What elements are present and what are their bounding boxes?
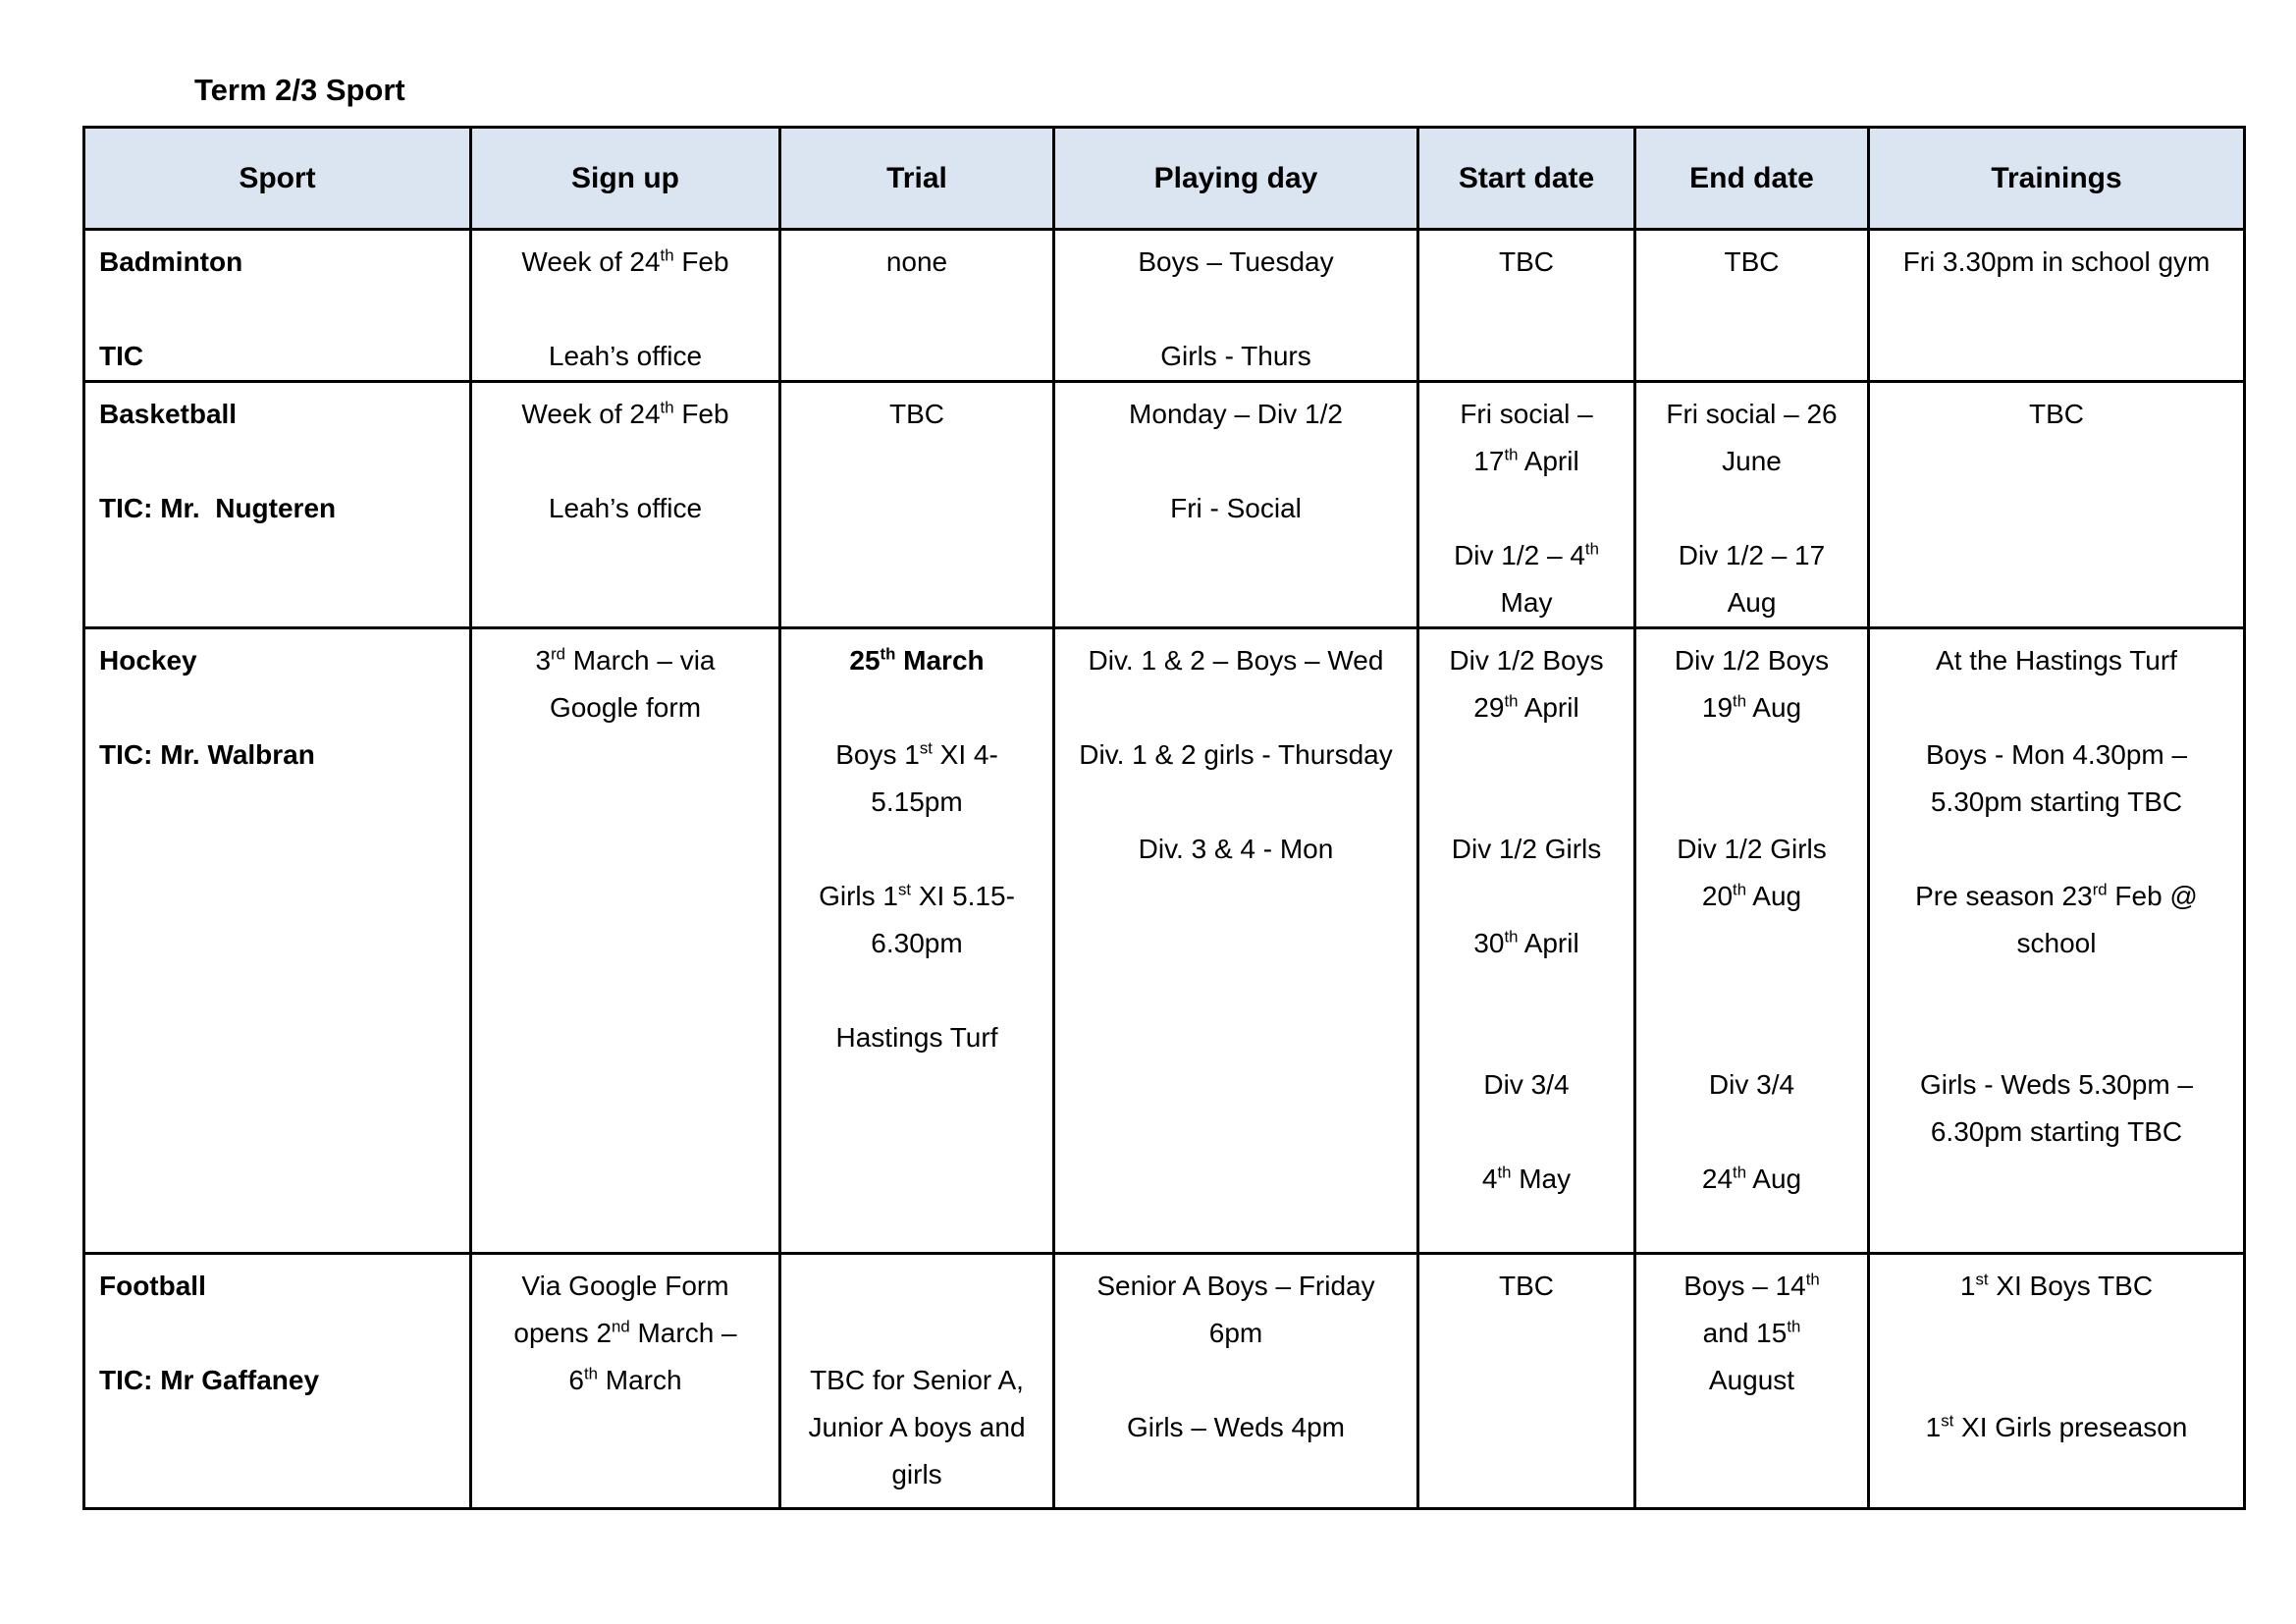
- cell-line: Leah’s office: [548, 493, 703, 523]
- cell-line: [1644, 1014, 1859, 1061]
- header-cell-start-date: Start date: [1418, 128, 1635, 230]
- cell-line: [1644, 1109, 1859, 1156]
- cell-line: Div 1/2 Girls: [1677, 834, 1827, 864]
- header-cell-playing-day: Playing day: [1054, 128, 1418, 230]
- cell-line: 1st XI Girls preseason: [1925, 1411, 2188, 1442]
- cell-line: [1427, 731, 1626, 779]
- table-row-badminton: [84, 230, 2245, 382]
- cell-line: June: [1722, 446, 1782, 476]
- cell-line: Boys - Mon 4.30pm –: [1925, 739, 2188, 770]
- cell-line: At the Hastings Turf: [1936, 645, 2177, 676]
- cell-line: 25th March: [849, 644, 985, 676]
- cell-line: Week of 24th Feb: [521, 245, 729, 277]
- cell-line: TBC: [1499, 1271, 1554, 1301]
- cell-line: Football: [99, 1271, 206, 1301]
- cell-line: TBC for Senior A,: [810, 1365, 1024, 1395]
- football-playing-day-cell: [1054, 1254, 1418, 1509]
- cell-line: [1063, 1357, 1409, 1404]
- badminton-trainings-cell: [1869, 230, 2245, 382]
- cell-line: [480, 438, 771, 485]
- cell-line: Senior A Boys – Friday: [1096, 1271, 1375, 1301]
- badminton-end-date-cell: [1635, 230, 1869, 382]
- cell-line: Hockey: [99, 645, 197, 676]
- cell-line: [1427, 873, 1626, 920]
- cell-line: 6.30pm: [871, 928, 963, 958]
- cell-line: opens 2nd March –: [513, 1317, 737, 1348]
- cell-line: 19th Aug: [1701, 691, 1802, 723]
- header-cell-trainings: Trainings: [1869, 128, 2245, 230]
- badminton-start-date-cell: [1418, 230, 1635, 382]
- cell-line: Girls 1st XI 5.15-: [819, 880, 1015, 911]
- cell-line: Junior A boys and: [808, 1412, 1026, 1442]
- cell-line: Div 3/4: [1483, 1069, 1570, 1100]
- hockey-playing-day-cell: [1054, 628, 1418, 1254]
- cell-line: [789, 826, 1044, 873]
- basketball-end-date-cell: [1635, 382, 1869, 628]
- cell-line: Div 1/2 Boys: [1449, 645, 1604, 676]
- cell-line: TIC: Mr. Nugteren: [99, 493, 337, 523]
- cell-line: [1063, 684, 1409, 731]
- header-cell-sport: Sport: [84, 128, 471, 230]
- cell-line: 29th April: [1473, 691, 1579, 723]
- cell-line: Google form: [549, 692, 702, 723]
- cell-line: TIC: Mr. Walbran: [99, 739, 315, 770]
- cell-line: Via Google Form: [521, 1271, 729, 1301]
- cell-line: [1878, 1310, 2235, 1357]
- cell-line: Fri 3.30pm in school gym: [1902, 246, 2211, 277]
- cell-line: Div 1/2 – 4th: [1454, 539, 1599, 570]
- cell-line: TBC: [1499, 246, 1554, 277]
- cell-line: Div. 1 & 2 girls - Thursday: [1079, 739, 1393, 770]
- cell-line: [99, 1310, 461, 1357]
- cell-line: Week of 24th Feb: [521, 398, 729, 429]
- cell-line: Boys – 14th: [1683, 1270, 1820, 1301]
- cell-line: 3rd March – via: [535, 644, 716, 676]
- header-cell-trial: Trial: [780, 128, 1054, 230]
- cell-line: Girls – Weds 4pm: [1127, 1412, 1345, 1442]
- cell-line: Fri social – 26: [1666, 399, 1838, 429]
- cell-line: [99, 684, 461, 731]
- cell-line: 20th Aug: [1701, 880, 1802, 911]
- cell-line: [1063, 779, 1409, 826]
- cell-line: 30th April: [1473, 927, 1579, 958]
- cell-line: Monday – Div 1/2: [1129, 399, 1343, 429]
- football-signup-cell: [471, 1254, 780, 1509]
- badminton-playing-day-cell: [1054, 230, 1418, 382]
- page-title: Term 2/3 Sport: [194, 73, 405, 107]
- cell-line: [1644, 731, 1859, 779]
- hockey-trial-cell: [780, 628, 1054, 1254]
- cell-line: Badminton: [99, 246, 243, 277]
- cell-line: [1063, 286, 1409, 333]
- badminton-trial-cell: [780, 230, 1054, 382]
- cell-line: Div. 1 & 2 – Boys – Wed: [1088, 645, 1384, 676]
- cell-line: [1427, 779, 1626, 826]
- cell-line: 4th May: [1481, 1163, 1572, 1194]
- sport-schedule-table: [82, 126, 2246, 1510]
- cell-line: Boys – Tuesday: [1138, 246, 1334, 277]
- basketball-trial-cell: [780, 382, 1054, 628]
- cell-line: [1427, 1014, 1626, 1061]
- cell-line: Aug: [1727, 587, 1777, 618]
- cell-line: Pre season 23rd Feb @: [1915, 880, 2198, 911]
- cell-line: 6.30pm starting TBC: [1930, 1116, 2183, 1147]
- cell-line: [1063, 438, 1409, 485]
- hockey-signup-cell: [471, 628, 780, 1254]
- cell-line: [1878, 967, 2235, 1014]
- header-cell-sign-up: Sign up: [471, 128, 780, 230]
- cell-line: [1644, 967, 1859, 1014]
- cell-line: Girls - Weds 5.30pm –: [1919, 1069, 2194, 1100]
- cell-line: Div 1/2 Girls: [1451, 834, 1602, 864]
- football-trial-cell: [780, 1254, 1054, 1509]
- basketball-sport-cell: [84, 382, 471, 628]
- hockey-trainings-cell: [1869, 628, 2245, 1254]
- cell-line: [99, 286, 461, 333]
- cell-line: 17th April: [1473, 445, 1579, 476]
- cell-line: Hastings Turf: [835, 1022, 998, 1053]
- cell-line: Fri social –: [1460, 399, 1593, 429]
- cell-line: TBC: [889, 399, 944, 429]
- cell-line: [789, 1310, 1044, 1357]
- football-start-date-cell: [1418, 1254, 1635, 1509]
- cell-line: Fri - Social: [1170, 493, 1302, 523]
- hockey-start-date-cell: [1418, 628, 1635, 1254]
- cell-line: 6pm: [1208, 1318, 1263, 1348]
- badminton-signup-cell: [471, 230, 780, 382]
- basketball-start-date-cell: [1418, 382, 1635, 628]
- football-trainings-cell: [1869, 1254, 2245, 1509]
- cell-line: [480, 286, 771, 333]
- cell-line: Girls - Thurs: [1160, 341, 1311, 371]
- cell-line: TBC: [2029, 399, 2084, 429]
- table-row-football: [84, 1254, 2245, 1509]
- cell-line: [789, 1263, 1044, 1310]
- cell-line: [99, 438, 461, 485]
- table-header-row: [84, 128, 2245, 230]
- cell-line: and 15th: [1702, 1317, 1801, 1348]
- cell-line: [789, 967, 1044, 1014]
- cell-line: [1878, 1014, 2235, 1061]
- cell-line: TBC: [1724, 246, 1780, 277]
- cell-line: [789, 684, 1044, 731]
- cell-line: 5.30pm starting TBC: [1930, 786, 2183, 817]
- cell-line: [1878, 684, 2235, 731]
- cell-line: 1st XI Boys TBC: [1959, 1270, 2154, 1301]
- cell-line: May: [1500, 587, 1553, 618]
- table-row-hockey: [84, 628, 2245, 1254]
- cell-line: [1878, 1357, 2235, 1404]
- header-cell-end-date: End date: [1635, 128, 1869, 230]
- football-sport-cell: [84, 1254, 471, 1509]
- cell-line: 5.15pm: [871, 786, 963, 817]
- cell-line: school: [2016, 928, 2097, 958]
- cell-line: Div 1/2 – 17: [1678, 540, 1826, 570]
- basketball-trainings-cell: [1869, 382, 2245, 628]
- football-end-date-cell: [1635, 1254, 1869, 1509]
- cell-line: Div 1/2 Boys: [1674, 645, 1830, 676]
- cell-line: Boys 1st XI 4-: [835, 738, 998, 770]
- cell-line: TIC: [99, 341, 144, 371]
- cell-line: 24th Aug: [1701, 1163, 1802, 1194]
- cell-line: [1644, 920, 1859, 967]
- cell-line: August: [1708, 1365, 1795, 1395]
- hockey-end-date-cell: [1635, 628, 1869, 1254]
- badminton-sport-cell: [84, 230, 471, 382]
- cell-line: [1878, 826, 2235, 873]
- basketball-signup-cell: [471, 382, 780, 628]
- cell-line: [1427, 485, 1626, 532]
- cell-line: girls: [891, 1459, 942, 1489]
- cell-line: [1427, 1109, 1626, 1156]
- cell-line: Div 3/4: [1708, 1069, 1795, 1100]
- cell-line: Div. 3 & 4 - Mon: [1138, 834, 1334, 864]
- cell-line: none: [885, 246, 948, 277]
- basketball-playing-day-cell: [1054, 382, 1418, 628]
- cell-line: Basketball: [99, 399, 238, 429]
- cell-line: Leah’s office: [548, 341, 703, 371]
- cell-line: [1644, 779, 1859, 826]
- cell-line: [1427, 967, 1626, 1014]
- table-row-basketball: [84, 382, 2245, 628]
- cell-line: TIC: Mr Gaffaney: [99, 1365, 320, 1395]
- cell-line: 6th March: [568, 1364, 682, 1395]
- cell-line: [1644, 485, 1859, 532]
- hockey-sport-cell: [84, 628, 471, 1254]
